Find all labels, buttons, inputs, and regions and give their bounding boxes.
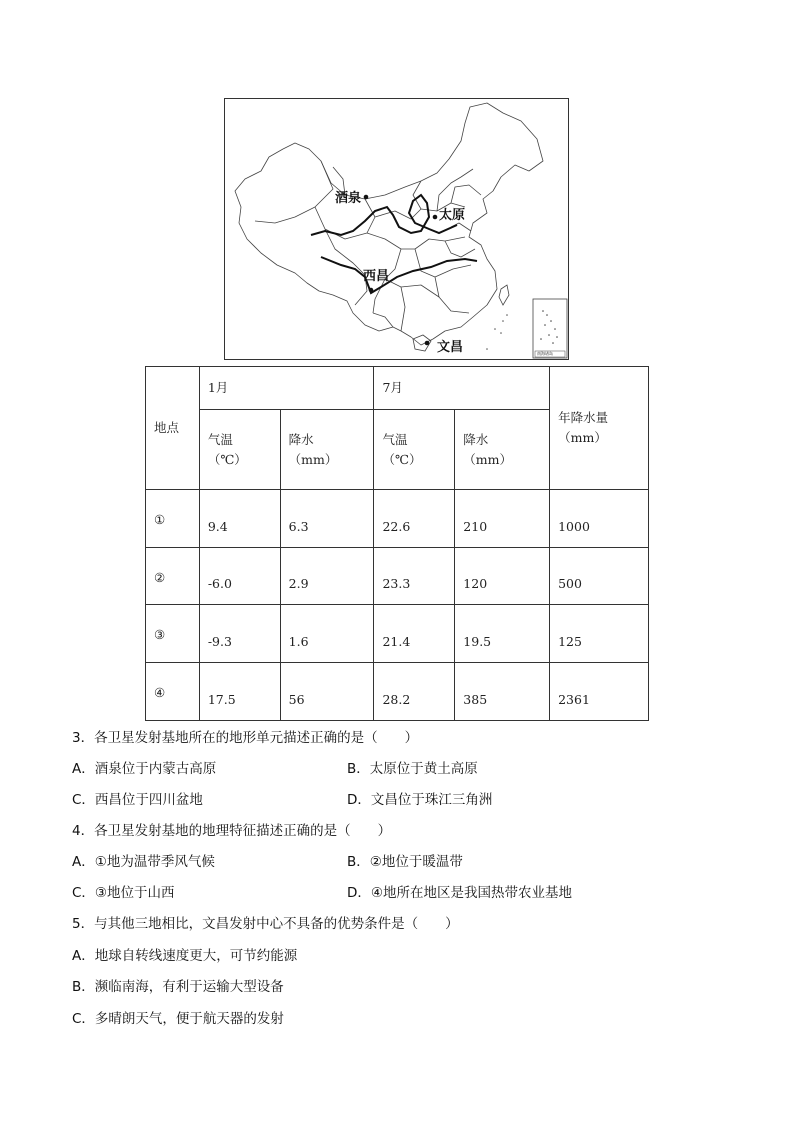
question-3-option-d: D．文昌位于珠江三角洲	[347, 792, 493, 808]
xichang-label: 西昌	[363, 269, 390, 284]
south-china-sea-inset	[533, 299, 567, 358]
taiwan-island	[499, 285, 509, 305]
wenchang-dot	[425, 341, 430, 346]
yangtze-river	[321, 257, 477, 293]
header-jul-temp: 气温 （℃）	[374, 410, 455, 490]
row-id: ①	[146, 490, 200, 548]
question-3-option-a: A．酒泉位于内蒙古高原	[72, 761, 217, 777]
question-4-option-d: D．④地所在地区是我国热带农业基地	[347, 885, 572, 901]
row-id: ③	[146, 605, 200, 663]
taiyuan-dot	[433, 215, 438, 220]
taiyuan-label: 太原	[439, 208, 466, 223]
question-5-option-c: C．多晴朗天气，便于航天器的发射	[72, 1011, 284, 1027]
row-id: ④	[146, 663, 200, 721]
question-4-option-a: A．①地为温带季风气候	[72, 854, 215, 870]
question-4-option-b: B．②地位于暖温带	[347, 854, 463, 870]
question-3-option-b: B．太原位于黄土高原	[347, 761, 478, 777]
header-jul-precip: 降水 （mm）	[455, 410, 550, 490]
china-map	[224, 98, 569, 360]
header-annual-precip: 年降水量（mm）	[550, 367, 649, 490]
question-5-option-b: B．濒临南海，有利于运输大型设备	[72, 979, 284, 995]
question-3-option-c: C．西昌位于四川盆地	[72, 792, 203, 808]
question-4-stem: 4．各卫星发射基地的地理特征描述正确的是（ ）	[72, 823, 392, 839]
header-jan: 1月	[199, 367, 374, 410]
country-border	[235, 103, 543, 345]
table-row: ① 9.4 6.3 22.6 210 1000	[146, 490, 649, 548]
header-jan-precip: 降水 （mm）	[280, 410, 374, 490]
table-row: ③ -9.3 1.6 21.4 19.5 125	[146, 605, 649, 663]
xichang-dot	[369, 288, 374, 293]
table-row: ④ 17.5 56 28.2 385 2361	[146, 663, 649, 721]
jiuquan-label: 酒泉	[335, 191, 362, 206]
question-5-option-a: A．地球自转线速度更大，可节约能源	[72, 948, 298, 964]
header-jan-temp: 气温 （℃）	[199, 410, 280, 490]
question-3-stem: 3．各卫星发射基地所在的地形单元描述正确的是（ ）	[72, 730, 419, 746]
china-map-outline	[225, 99, 568, 359]
header-location: 地点	[146, 367, 200, 490]
inset-caption: 南海诸岛	[537, 351, 553, 356]
row-id: ②	[146, 548, 200, 605]
question-5-stem: 5．与其他三地相比，文昌发射中心不具备的优势条件是（ ）	[72, 916, 459, 932]
table-row: ② -6.0 2.9 23.3 120 500	[146, 548, 649, 605]
question-4-option-c: C．③地位于山西	[72, 885, 175, 901]
wenchang-label: 文昌	[437, 340, 464, 355]
header-jul: 7月	[374, 367, 550, 410]
jiuquan-dot	[364, 195, 369, 200]
climate-table	[145, 366, 649, 721]
